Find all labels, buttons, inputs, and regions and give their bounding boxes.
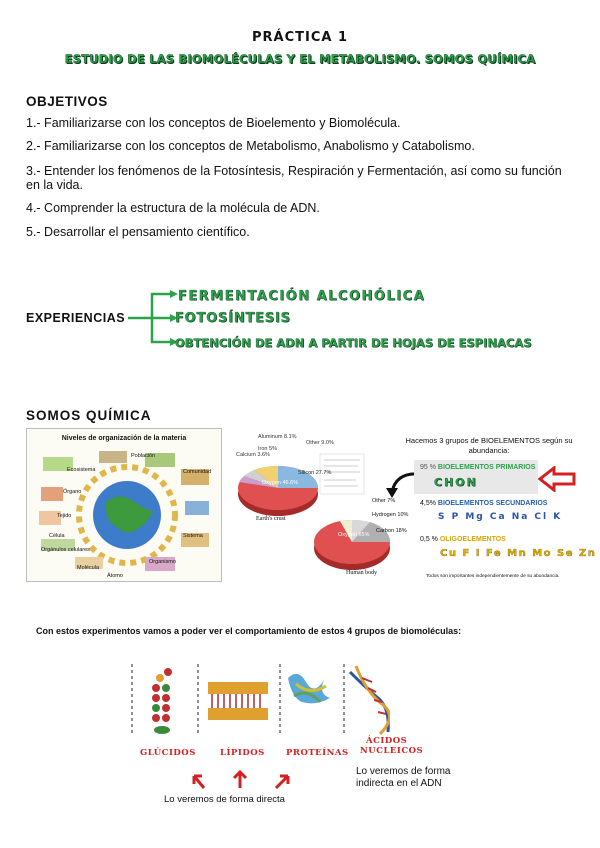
nivel-comunidad: Comunidad bbox=[183, 469, 212, 475]
earth-calcium-label: Calcium 3.6% bbox=[236, 452, 270, 458]
secundarios-symbols: S P Mg Ca Na Cl K bbox=[438, 512, 563, 522]
experiencias-bracket bbox=[126, 284, 182, 354]
primarios-symbols: CHON bbox=[434, 476, 478, 489]
page-title: PRÁCTICA 1 bbox=[251, 30, 349, 45]
objetivo-5: 5.- Desarrollar el pensamiento científico. bbox=[26, 225, 250, 239]
abundancia-pie-charts bbox=[224, 426, 400, 590]
objetivo-3-cont: en la vida. bbox=[26, 178, 83, 192]
red-up-arrows bbox=[190, 768, 300, 790]
forma-directa: Lo veremos de forma directa bbox=[164, 794, 285, 805]
forma-indirecta-1: Lo veremos de forma bbox=[356, 766, 451, 777]
secundarios-row: 4,5% BIOELEMENTOS SECUNDARIOS bbox=[420, 500, 548, 507]
red-arrow-icon bbox=[538, 466, 576, 492]
body-oxygen-label: Oxygen 65% bbox=[338, 532, 370, 538]
page-subtitle: ESTUDIO DE LAS BIOMOLÉCULAS Y EL METABOLISMO. SOMOS QUÍMICA bbox=[64, 52, 536, 66]
label-nucleicos: NUCLEICOS bbox=[360, 746, 424, 756]
earth-crust-caption: Earth's crust bbox=[256, 516, 286, 522]
label-lipidos: LÍPIDOS bbox=[220, 748, 265, 758]
niveles-diagram bbox=[35, 447, 213, 577]
primarios-row: 95 % BIOELEMENTOS PRIMARIOS bbox=[420, 464, 536, 471]
oligo-symbols: Cu F I Fe Mn Mo Se Zn bbox=[440, 548, 597, 559]
label-acidos: ÁCIDOS bbox=[366, 736, 408, 746]
experiencia-fermentacion: FERMENTACIÓN ALCOHÓLICA bbox=[178, 289, 426, 304]
earth-oxygen-label: Oxygen 46.6% bbox=[262, 480, 299, 486]
label-proteinas: PROTEÍNAS bbox=[286, 748, 349, 758]
earth-other-label: Other 9.0% bbox=[306, 440, 334, 446]
label-glucidos: GLÚCIDOS bbox=[140, 748, 196, 758]
niveles-organizacion-figure bbox=[26, 428, 222, 582]
biomoleculas-intro: Con estos experimentos vamos a poder ver el comportamiento de estos 4 grupos de biomoléculas: bbox=[36, 626, 462, 636]
nivel-celula: Célula bbox=[49, 533, 65, 539]
somos-quimica-heading: SOMOS QUÍMICA bbox=[26, 408, 152, 423]
nivel-molecula: Molécula bbox=[77, 565, 100, 571]
experiencia-fotosintesis: FOTOSÍNTESIS bbox=[175, 311, 291, 326]
objetivo-3: 3.- Entender los fenómenos de la Fotosíntesis, Respiración y Fermentación, así como su función bbox=[26, 164, 562, 178]
body-other-label: Other 7% bbox=[372, 498, 396, 504]
objetivo-2: 2.- Familiarizarse con los conceptos de Metabolismo, Anabolismo y Catabolismo. bbox=[26, 139, 475, 153]
grupos-intro: Hacemos 3 grupos de BIOELEMENTOS según su abundancia: bbox=[405, 436, 573, 455]
nivel-atomo: Átomo bbox=[107, 573, 123, 579]
biomoleculas-figure bbox=[130, 658, 390, 740]
nivel-organismo: Organismo bbox=[149, 559, 176, 565]
arrow-up-right-icon bbox=[276, 776, 288, 788]
grupos-footer: Todos son importantes independientemente de su abundancia. bbox=[426, 574, 560, 579]
glucidos-icon bbox=[152, 668, 172, 734]
body-hydrogen-label: Hydrogen 10% bbox=[372, 512, 409, 518]
human-body-caption: Human body bbox=[346, 570, 378, 576]
nivel-organulos: Orgánulos celulares bbox=[41, 547, 90, 553]
experiencias-label: EXPERIENCIAS bbox=[26, 311, 126, 325]
earth-iron-label: Iron 5% bbox=[258, 446, 277, 452]
nivel-poblacion: Población bbox=[131, 453, 156, 459]
body-carbon-label: Carbon 18% bbox=[376, 528, 407, 534]
nivel-ecosistema: Ecosistema bbox=[67, 467, 96, 473]
nivel-organo: Órgano bbox=[63, 489, 82, 495]
proteinas-icon bbox=[288, 674, 330, 704]
objetivo-1: 1.- Familiarizarse con los conceptos de Bioelemento y Biomolécula. bbox=[26, 116, 401, 130]
objetivos-heading: OBJETIVOS bbox=[26, 94, 108, 109]
niveles-title: Niveles de organización de la materia bbox=[61, 435, 187, 442]
objetivo-4: 4.- Comprender la estructura de la molécula de ADN. bbox=[26, 201, 320, 215]
nivel-tejido: Tejido bbox=[57, 513, 72, 519]
lipidos-icon bbox=[208, 682, 268, 720]
experiencia-adn: OBTENCIÓN DE ADN A PARTIR DE HOJAS DE ESPINACAS bbox=[175, 336, 532, 350]
arrow-up-left-icon bbox=[194, 776, 204, 788]
nivel-sistema: Sistema bbox=[183, 533, 203, 539]
forma-indirecta-2: indirecta en el ADN bbox=[356, 778, 442, 789]
earth-aluminum-label: Aluminum 8.1% bbox=[258, 434, 297, 440]
adn-icon bbox=[350, 666, 390, 734]
arrow-up-icon bbox=[234, 772, 246, 788]
earth-silicon-label: Silicon 27.7% bbox=[298, 470, 332, 476]
oligo-row: 0,5 % OLIGOELEMENTOS bbox=[420, 536, 506, 543]
